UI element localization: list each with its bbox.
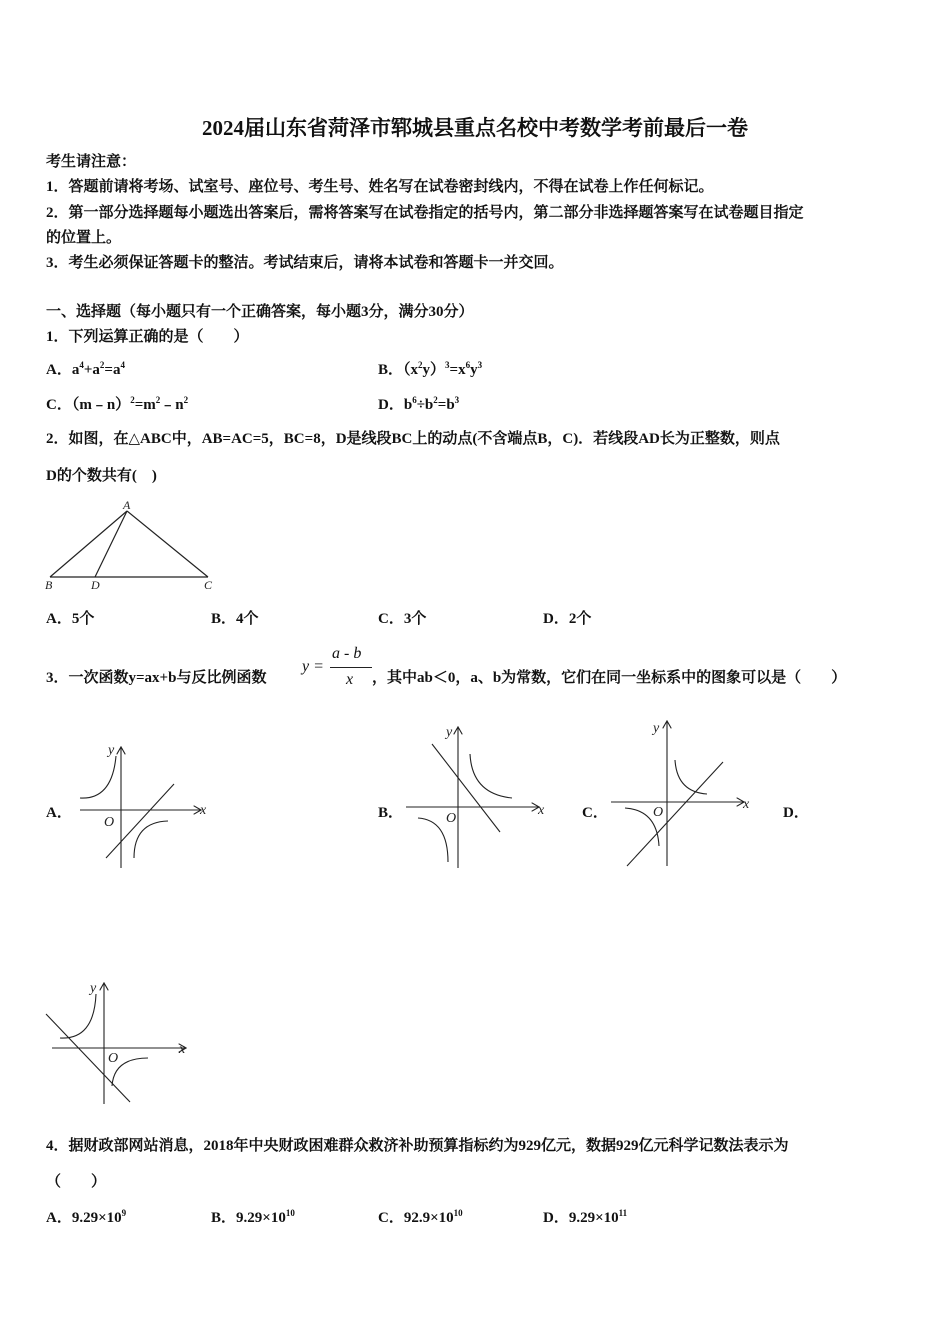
hyperbola-branch — [80, 756, 116, 798]
triangle-figure — [40, 498, 220, 594]
notice-item: 1．答题前请将考场、试室号、座位号、考生号、姓名写在试卷密封线内，不得在试卷上作任何标记。 — [46, 179, 714, 195]
text: y — [470, 362, 478, 378]
graph-option-d — [40, 978, 195, 1106]
exponent: 2 — [433, 395, 438, 405]
hyperbola-branch — [60, 994, 96, 1038]
text: =m — [134, 397, 156, 413]
option-label: C． — [46, 397, 72, 413]
hyperbola-branch — [675, 760, 707, 794]
notice-item: 的位置上。 — [46, 230, 122, 246]
text: y） — [422, 362, 446, 378]
exponent: 11 — [618, 1208, 628, 1218]
option-label: C． — [378, 1210, 404, 1226]
graph-option-b — [400, 722, 555, 870]
option-label: A． — [46, 362, 72, 378]
question-2-stem-cont: D的个数共有( ) — [46, 468, 157, 484]
formula-numerator: a - b — [332, 645, 362, 662]
label-b: B — [45, 578, 53, 592]
y-label: y — [108, 743, 115, 758]
fraction-bar — [330, 667, 372, 668]
q4-option-d — [543, 1208, 627, 1228]
hyperbola-branch — [418, 818, 448, 862]
segment-ad — [95, 511, 127, 577]
question-2-stem: 2．如图，在△ABC中，AB=AC=5，BC=8，D是线段BC上的动点(不含端点B，C)．若线段AD长为正整数，则点 — [46, 431, 780, 447]
q4-option-b — [211, 1208, 295, 1228]
text: ﹣n — [160, 397, 184, 413]
label-c: C — [204, 578, 213, 592]
notice-item: 2．第一部分选择题每小题选出答案后，需将答案写在试卷指定的括号内，第二部分非选择题答案写在试卷题目指定 — [46, 205, 804, 221]
formula-lhs: y = — [302, 658, 324, 675]
q4-option-a — [46, 1208, 126, 1228]
q1-option-b — [378, 360, 482, 380]
option-label: D． — [378, 397, 404, 413]
text: =b — [437, 397, 455, 413]
exponent: 4 — [120, 360, 125, 370]
text: 92.9×10 — [403, 1210, 454, 1226]
q3-option-a: A． — [46, 805, 72, 821]
hyperbola-branch — [470, 754, 512, 798]
option-label: A． — [46, 1210, 72, 1226]
exponent: 3 — [454, 395, 460, 405]
text: +a — [83, 362, 100, 378]
exponent: 10 — [285, 1208, 295, 1218]
q2-option-d: D．2个 — [543, 611, 592, 627]
graph-option-a — [70, 740, 215, 872]
segment-ab — [50, 511, 127, 577]
formula-denominator: x — [346, 671, 354, 688]
option-label: D． — [543, 1210, 569, 1226]
segment-ac — [127, 511, 208, 577]
text: 9.29×10 — [568, 1210, 619, 1226]
label-d: D — [91, 578, 100, 592]
exponent: 2 — [418, 360, 423, 370]
q3-option-b: B． — [378, 805, 404, 821]
q2-option-b: B．4个 — [211, 611, 259, 627]
q1-option-c — [46, 395, 188, 415]
graph-option-c — [605, 716, 760, 870]
text: =a — [104, 362, 121, 378]
q3-option-d: D． — [783, 805, 809, 821]
text: （x — [403, 362, 419, 378]
y-label: y — [446, 725, 453, 740]
exponent: 6 — [412, 395, 417, 405]
y-label: y — [653, 721, 660, 736]
y-label: y — [90, 981, 97, 996]
text: 9.29×10 — [71, 1210, 122, 1226]
q4-option-c — [378, 1208, 463, 1228]
page-title: 2024届山东省菏泽市郓城县重点名校中考数学考前最后一卷 — [202, 116, 748, 140]
exponent: 2 — [130, 395, 135, 405]
exponent: 6 — [465, 360, 471, 370]
origin-label: O — [104, 815, 115, 830]
x-label: x — [538, 803, 545, 818]
question-4-stem-cont: （ ） — [46, 1174, 107, 1190]
linear-function — [432, 744, 500, 832]
text: b — [403, 397, 413, 413]
exponent: 3 — [477, 360, 483, 370]
q2-option-c: C．3个 — [378, 611, 427, 627]
q1-option-d — [378, 395, 459, 415]
origin-label: O — [653, 805, 664, 820]
origin-label: O — [446, 811, 457, 826]
linear-function — [627, 762, 723, 866]
option-label: B． — [211, 1210, 237, 1226]
notice-heading: 考生请注意： — [46, 154, 137, 170]
q3-option-c: C． — [582, 805, 608, 821]
label-a: A — [123, 498, 131, 512]
exponent: 10 — [453, 1208, 463, 1218]
text: 9.29×10 — [236, 1210, 286, 1226]
section-heading: 一、选择题（每小题只有一个正确答案，每小题3分，满分30分） — [46, 304, 474, 320]
q2-option-a: A．5个 — [46, 611, 95, 627]
option-label: B． — [378, 362, 404, 378]
exponent: 9 — [121, 1208, 127, 1218]
exponent: 2 — [183, 395, 189, 405]
x-label: x — [179, 1042, 186, 1057]
question-3-stem-pre: 3．一次函数y=ax+b与反比例函数 — [46, 670, 267, 686]
q1-option-a — [46, 360, 125, 380]
text: ÷b — [416, 397, 434, 413]
exponent: 2 — [99, 360, 105, 370]
x-label: x — [200, 803, 207, 818]
question-1-stem: 1．下列运算正确的是（ ） — [46, 329, 249, 345]
question-3-stem-post: ，其中ab＜0，a、b为常数，它们在同一坐标系中的图象可以是（ ） — [372, 670, 847, 686]
x-label: x — [743, 797, 750, 812]
question-4-stem: 4．据财政部网站消息，2018年中央财政困难群众救济补助预算指标约为929亿元，数据929亿元科学记数法表示为 — [46, 1138, 789, 1154]
text: （m﹣n） — [71, 397, 131, 413]
exponent: 3 — [445, 360, 450, 370]
origin-label: O — [108, 1051, 119, 1066]
hyperbola-branch — [134, 821, 168, 858]
text: a — [71, 362, 80, 378]
exponent: 4 — [79, 360, 84, 370]
text: =x — [449, 362, 466, 378]
notice-item: 3．考生必须保证答题卡的整洁。考试结束后，请将本试卷和答题卡一并交回。 — [46, 255, 564, 271]
exponent: 2 — [155, 395, 161, 405]
